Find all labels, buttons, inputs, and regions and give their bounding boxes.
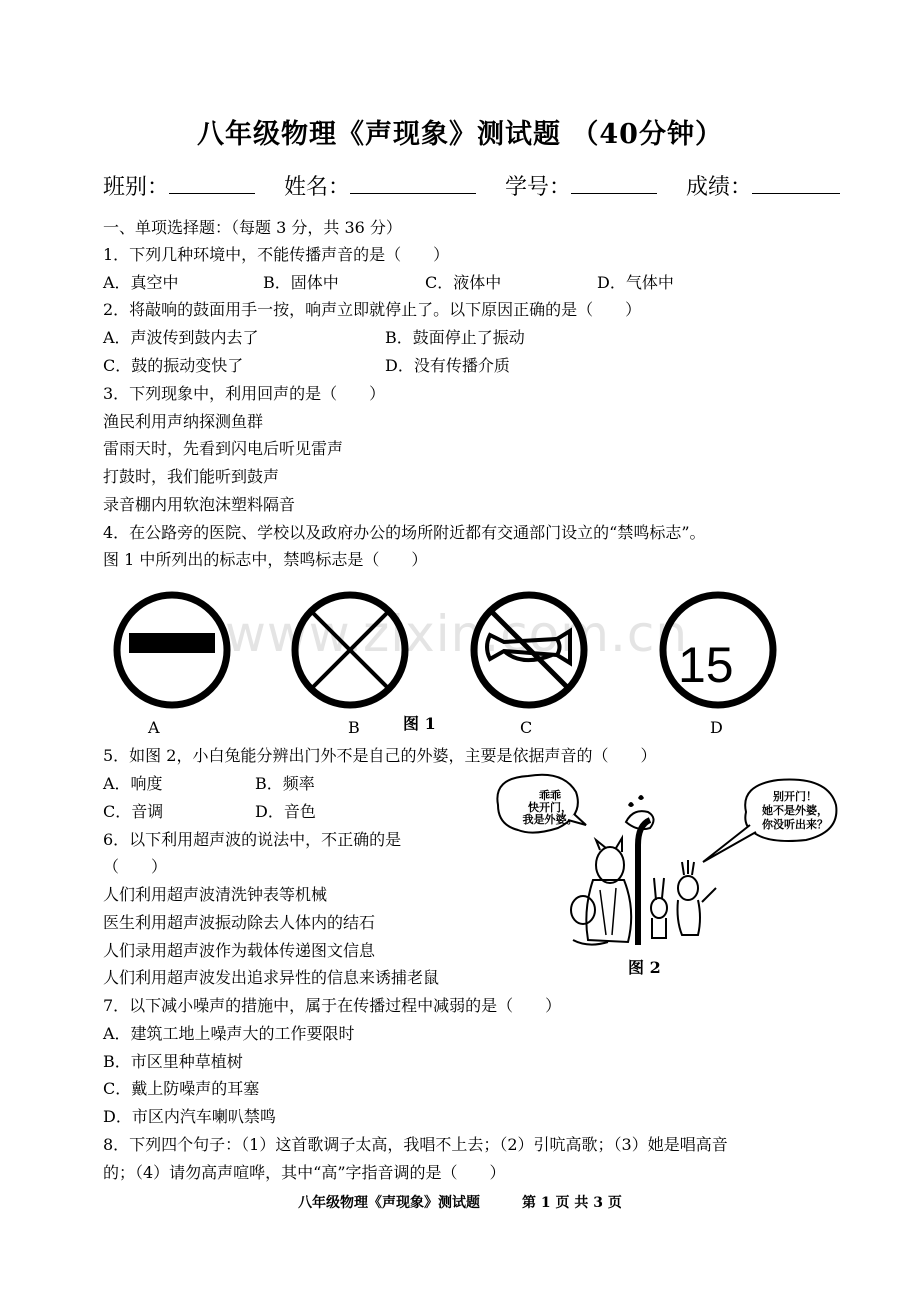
bubble-left-line3: 我是外婆。 xyxy=(522,813,578,826)
fig1-label-b: B xyxy=(348,718,360,737)
q7-stem: 7．以下减小噪声的措施中，属于在传播过程中减弱的是（ ） xyxy=(103,996,562,1015)
q2-option-a: A．声波传到鼓内去了 xyxy=(103,328,259,347)
q3-option-4: 录音棚内用软泡沫塑料隔音 xyxy=(103,495,296,514)
sign-d-number: 15 xyxy=(678,637,734,693)
q5-option-b: B．频率 xyxy=(255,774,315,793)
bubble-left-line2: 快开门， xyxy=(528,801,572,814)
fig1-label-d: D xyxy=(710,718,723,737)
q6-option-3: 人们录用超声波作为载体传递图文信息 xyxy=(103,941,376,960)
q5-option-c: C．音调 xyxy=(103,802,164,821)
q5-option-d: D．音色 xyxy=(255,802,316,821)
fig2-bubble-right xyxy=(750,790,840,832)
q1-option-c: C．液体中 xyxy=(425,273,502,292)
id-field[interactable] xyxy=(571,173,657,194)
q4-stem-line2: 图 1 中所列出的标志中，禁鸣标志是（ ） xyxy=(103,550,428,569)
fig1-caption: 图 1 xyxy=(403,714,436,733)
q6-stem: 6．以下利用超声波的说法中，不正确的是 xyxy=(103,830,402,849)
q2-option-b: B．鼓面停止了振动 xyxy=(385,328,525,347)
q2-stem: 2．将敲响的鼓面用手一按，响声立即就停止了。以下原因正确的是（ ） xyxy=(103,300,642,319)
sign-a-no-entry-icon xyxy=(117,595,227,705)
fig1-label-c: C xyxy=(520,718,533,737)
q6-option-4: 人们利用超声波发出追求异性的信息来诱捕老鼠 xyxy=(103,968,440,987)
q6-option-2: 医生利用超声波振动除去人体内的结石 xyxy=(103,913,376,932)
class-field[interactable] xyxy=(169,173,255,194)
class-label: 班别： xyxy=(103,175,170,200)
id-label: 学号： xyxy=(505,175,572,200)
q7-option-a: A．建筑工地上噪声大的工作要限时 xyxy=(103,1024,355,1043)
q3-stem: 3．下列现象中，利用回声的是（ ） xyxy=(103,384,386,403)
sign-c-no-horn-icon xyxy=(474,595,584,705)
q5-stem: 5．如图 2，小白兔能分辨出门外不是自己的外婆，主要是依据声音的（ ） xyxy=(103,746,657,765)
page-footer: 八年级物理《声现象》测试题 第 1 页 共 3 页 xyxy=(298,1195,622,1211)
q4-stem-line1: 4．在公路旁的医院、学校以及政府办公的场所附近都有交通部门设立的“禁鸣标志”。 xyxy=(103,523,706,542)
score-field[interactable] xyxy=(752,173,840,194)
q1-option-a: A．真空中 xyxy=(103,273,179,292)
fig2-caption: 图 2 xyxy=(628,958,661,977)
section-heading: 一、单项选择题：（每题 3 分，共 36 分） xyxy=(103,218,402,237)
bubble-right-line1: 别开门！ xyxy=(773,790,817,803)
bubble-right-line3: 你没听出来？ xyxy=(762,818,828,831)
q1-option-b: B．固体中 xyxy=(263,273,339,292)
q6-option-1: 人们利用超声波清洗钟表等机械 xyxy=(103,885,328,904)
q7-option-b: B．市区里种草植树 xyxy=(103,1052,243,1071)
q1-stem: 1．下列几种环境中，不能传播声音的是（ ） xyxy=(103,245,450,264)
fig2-bubble-left xyxy=(520,790,580,826)
page-title: 八年级物理《声现象》测试题 （40分钟） xyxy=(197,119,723,150)
q8-stem-line1: 8．下列四个句子：（1）这首歌调子太高，我唱不上去；（2）引吭高歌；（3）她是唱高音 xyxy=(103,1135,728,1154)
name-label: 姓名： xyxy=(284,175,351,200)
q3-option-1: 渔民利用声纳探测鱼群 xyxy=(103,412,264,431)
q2-option-c: C．鼓的振动变快了 xyxy=(103,356,244,375)
q3-option-2: 雷雨天时，先看到闪电后听见雷声 xyxy=(103,439,344,458)
bubble-right-line2: 她不是外婆， xyxy=(762,804,828,817)
watermark: www.zixin.com.cn xyxy=(225,605,689,663)
fig1-label-a: A xyxy=(148,718,160,737)
q7-option-c: C．戴上防噪声的耳塞 xyxy=(103,1079,260,1098)
q3-option-3: 打鼓时，我们能听到鼓声 xyxy=(103,467,280,486)
bubble-left-line1: 乖乖 xyxy=(539,789,561,802)
student-info-row xyxy=(103,170,840,201)
score-label: 成绩： xyxy=(686,175,753,200)
q7-option-d: D．市区内汽车喇叭禁鸣 xyxy=(103,1107,276,1126)
q2-option-d: D．没有传播介质 xyxy=(385,356,510,375)
sign-b-no-stopping-icon xyxy=(295,595,405,705)
q8-stem-line2: 的；（4）请勿高声喧哗，其中“高”字指音调的是（ ） xyxy=(103,1163,506,1182)
q6-paren: （ ） xyxy=(103,857,168,876)
q5-option-a: A．响度 xyxy=(103,774,163,793)
q1-option-d: D．气体中 xyxy=(597,273,674,292)
name-field[interactable] xyxy=(350,173,476,194)
